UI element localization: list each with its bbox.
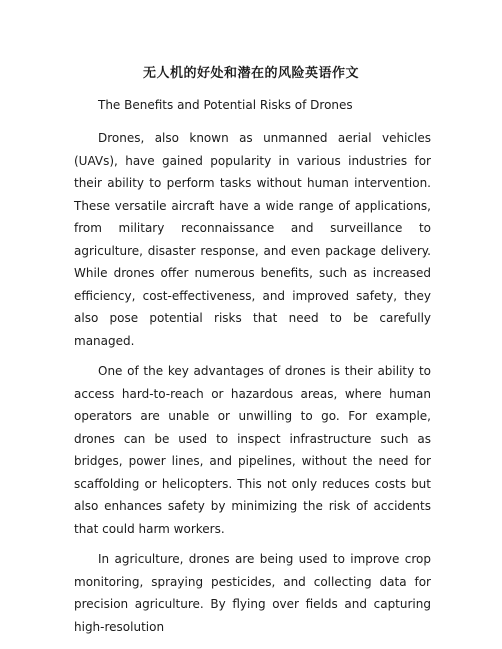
document-body (74, 94, 431, 646)
paragraph-advantages: One of the key advantages of drones is their ability to access hard-to-reach or hazardous areas, where human operators are unable or unwilling to go. For example, drones can be used to inspect infrastructure such as bridges, power lines, and pipelines, without the need for scaffolding or helicopters. This not only reduces costs but also enhances safety by minimizing the risk of accidents that could harm workers. (74, 364, 431, 536)
paragraph-agriculture: In agriculture, drones are being used to improve crop monitoring, spraying pesticides, and collecting data for precision agriculture. By flying over fields and capturing high-resolution (74, 552, 431, 634)
essay-subtitle: The Benefits and Potential Risks of Drones (98, 98, 353, 112)
paragraph-intro: Drones, also known as unmanned aerial vehicles (UAVs), have gained popularity in various industries for their ability to perform tasks without human intervention. These versatile aircraft have a wide range of applications, from military reconnaissance and surveillance to agriculture, disaster response, and even package delivery. While drones offer numerous benefits, such as increased efficiency, cost-effectiveness, and improved safety, they also pose potential risks that need to be carefully managed. (74, 131, 431, 348)
document-title: 无人机的好处和潜在的风险英语作文 (142, 66, 359, 81)
